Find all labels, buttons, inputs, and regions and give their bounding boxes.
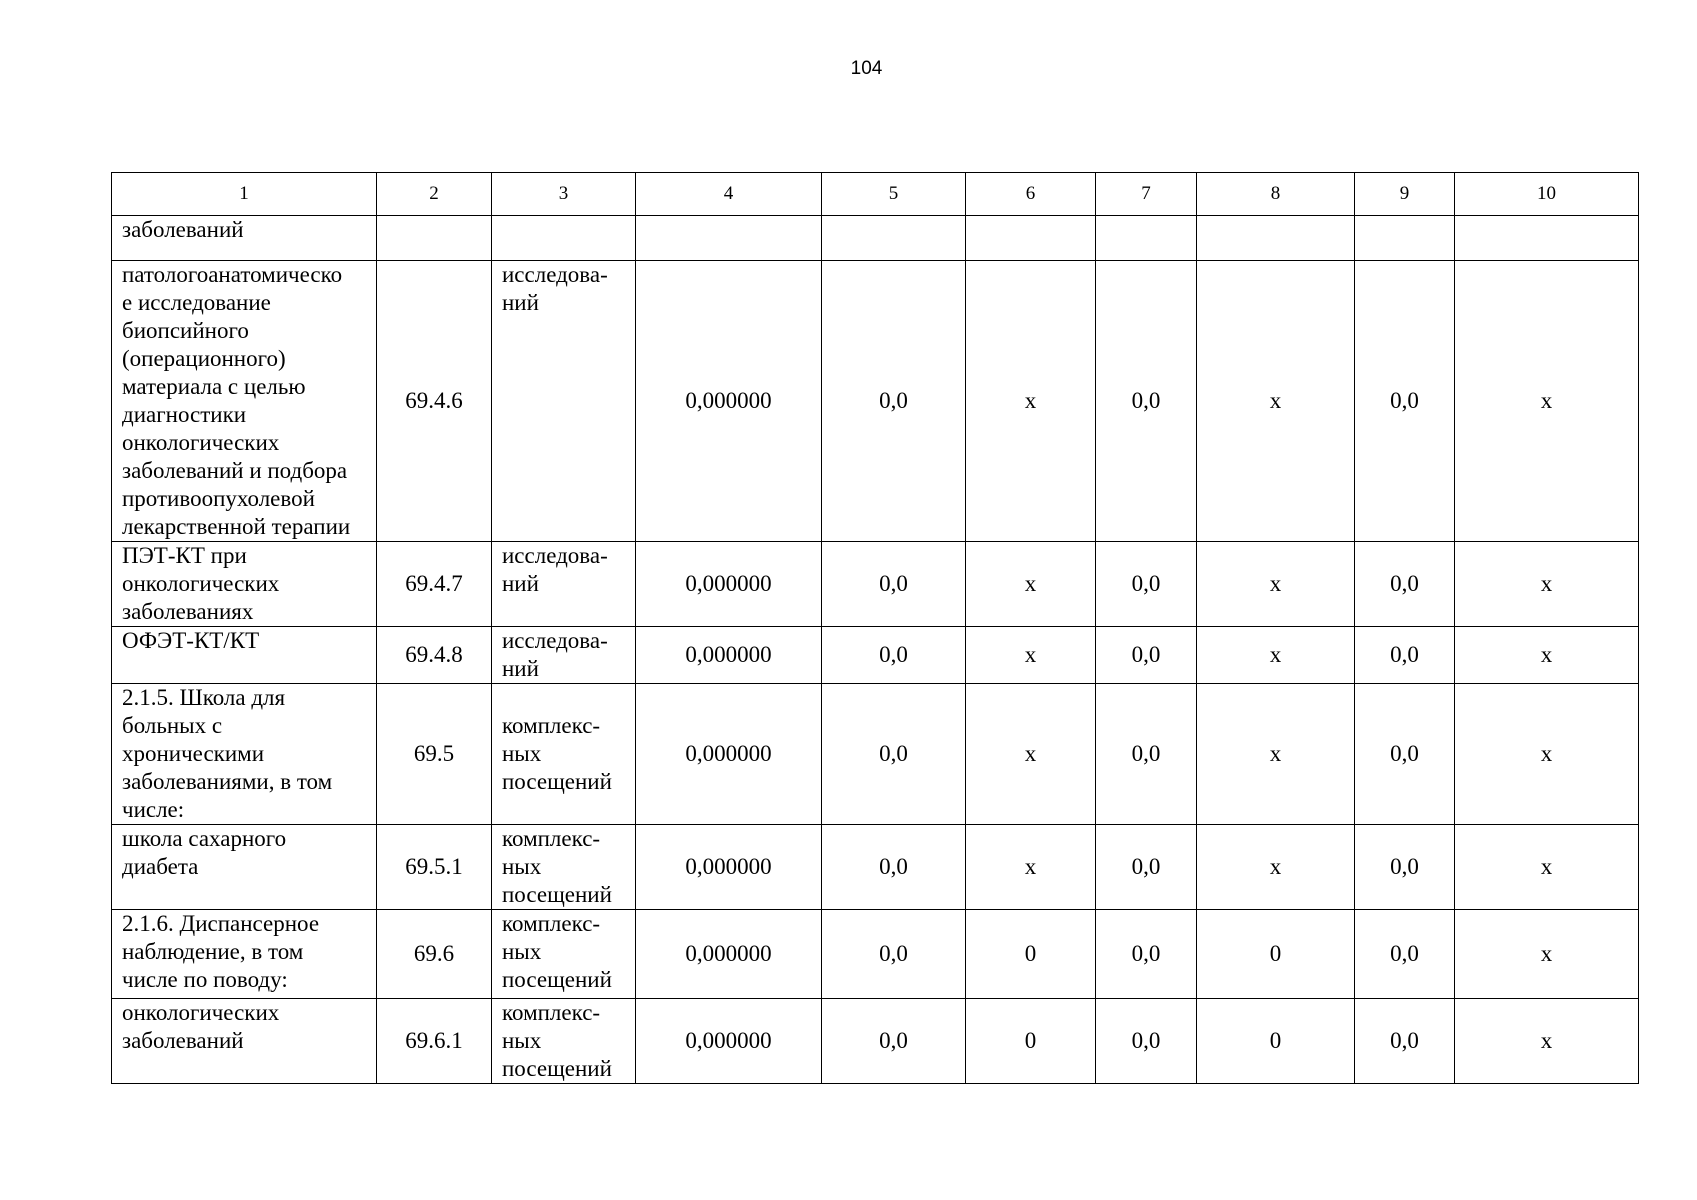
row-value-cell: 0,0 [1096, 627, 1197, 684]
table-row [112, 825, 1639, 910]
row-value-cell: х [1455, 261, 1639, 542]
row-value-cell: 0,000000 [636, 627, 822, 684]
row-name-cell: ПЭТ-КТ при онкологических заболеваниях [112, 542, 377, 627]
row-value-cell: х [966, 627, 1096, 684]
row-value-cell: х [1455, 627, 1639, 684]
row-name-cell: школа сахарного диабета [112, 825, 377, 910]
row-code-cell: 69.4.8 [377, 627, 492, 684]
column-header: 3 [492, 173, 636, 216]
row-value-cell: 0 [1197, 910, 1355, 999]
column-header: 10 [1455, 173, 1639, 216]
row-unit-cell: комплекс- ных посещений [492, 684, 636, 825]
row-value-cell: 0,0 [1096, 261, 1197, 542]
row-value-cell: х [966, 825, 1096, 910]
row-value-cell [636, 216, 822, 261]
row-value-cell: 0 [966, 999, 1096, 1084]
column-header: 6 [966, 173, 1096, 216]
row-value-cell: 0,0 [822, 627, 966, 684]
table-row [112, 684, 1639, 825]
row-value-cell: 0,0 [1096, 910, 1197, 999]
row-name-cell: патологоанатомическо е исследование биопсийного (операционного) материала с целью диагностики онкологических заболеваний и подбора противоопухолевой лекарственной терапии [112, 261, 377, 542]
row-unit-cell: комплекс- ных посещений [492, 999, 636, 1084]
row-value-cell: х [1197, 542, 1355, 627]
row-code-cell: 69.6.1 [377, 999, 492, 1084]
row-value-cell: х [1197, 825, 1355, 910]
row-value-cell: 0,0 [1355, 684, 1455, 825]
row-value-cell [1455, 216, 1639, 261]
row-value-cell [1096, 216, 1197, 261]
row-value-cell: х [1455, 910, 1639, 999]
row-unit-cell [492, 216, 636, 261]
table-row [112, 216, 1639, 261]
row-name-cell: заболеваний [112, 216, 377, 261]
row-value-cell: х [1455, 542, 1639, 627]
row-code-cell: 69.6 [377, 910, 492, 999]
row-value-cell: х [966, 684, 1096, 825]
column-header: 7 [1096, 173, 1197, 216]
row-value-cell: х [1455, 999, 1639, 1084]
row-value-cell [1197, 216, 1355, 261]
row-name-cell: ОФЭТ-КТ/КТ [112, 627, 377, 684]
row-value-cell: 0,0 [1096, 542, 1197, 627]
row-value-cell: 0,000000 [636, 999, 822, 1084]
row-code-cell: 69.5 [377, 684, 492, 825]
data-table [111, 172, 1639, 1084]
row-value-cell: 0,0 [1355, 261, 1455, 542]
row-value-cell: 0,0 [1355, 999, 1455, 1084]
row-code-cell: 69.4.7 [377, 542, 492, 627]
column-header: 1 [112, 173, 377, 216]
row-code-cell: 69.4.6 [377, 261, 492, 542]
row-value-cell: 0,0 [1096, 684, 1197, 825]
row-value-cell: х [1197, 261, 1355, 542]
row-value-cell: 0,0 [822, 999, 966, 1084]
column-header: 9 [1355, 173, 1455, 216]
row-value-cell: х [1455, 684, 1639, 825]
row-value-cell [822, 216, 966, 261]
row-value-cell: 0,0 [1096, 999, 1197, 1084]
row-code-cell [377, 216, 492, 261]
row-value-cell: х [1197, 627, 1355, 684]
row-unit-cell: комплекс- ных посещений [492, 825, 636, 910]
row-value-cell: 0,000000 [636, 684, 822, 825]
row-value-cell: 0 [1197, 999, 1355, 1084]
table-row [112, 999, 1639, 1084]
row-name-cell: 2.1.6. Диспансерное наблюдение, в том числе по поводу: [112, 910, 377, 999]
row-value-cell [966, 216, 1096, 261]
row-name-cell: 2.1.5. Школа для больных с хроническими заболеваниями, в том числе: [112, 684, 377, 825]
row-value-cell: 0,0 [822, 261, 966, 542]
row-value-cell: 0 [966, 910, 1096, 999]
row-code-cell: 69.5.1 [377, 825, 492, 910]
row-value-cell: 0,0 [822, 684, 966, 825]
row-value-cell: 0,0 [1096, 825, 1197, 910]
row-value-cell: х [1197, 684, 1355, 825]
row-value-cell: 0,0 [1355, 542, 1455, 627]
row-value-cell: х [1455, 825, 1639, 910]
row-value-cell: х [966, 261, 1096, 542]
row-value-cell: 0,0 [1355, 825, 1455, 910]
column-header: 8 [1197, 173, 1355, 216]
table-row [112, 261, 1639, 542]
row-value-cell: 0,000000 [636, 542, 822, 627]
column-header: 5 [822, 173, 966, 216]
table-row [112, 910, 1639, 999]
row-value-cell: 0,0 [822, 910, 966, 999]
row-value-cell: 0,000000 [636, 825, 822, 910]
column-header: 4 [636, 173, 822, 216]
row-name-cell: онкологических заболеваний [112, 999, 377, 1084]
row-value-cell: 0,000000 [636, 261, 822, 542]
row-unit-cell: комплекс- ных посещений [492, 910, 636, 999]
table-row [112, 542, 1639, 627]
row-unit-cell: исследова- ний [492, 542, 636, 627]
column-header: 2 [377, 173, 492, 216]
table-row [112, 627, 1639, 684]
row-value-cell: 0,0 [822, 542, 966, 627]
row-unit-cell: исследова- ний [492, 261, 636, 542]
row-value-cell [1355, 216, 1455, 261]
row-value-cell: х [966, 542, 1096, 627]
row-value-cell: 0,000000 [636, 910, 822, 999]
row-value-cell: 0,0 [822, 825, 966, 910]
table-header-row [112, 173, 1639, 216]
page-number: 104 [850, 58, 883, 79]
row-value-cell: 0,0 [1355, 910, 1455, 999]
row-unit-cell: исследова- ний [492, 627, 636, 684]
row-value-cell: 0,0 [1355, 627, 1455, 684]
